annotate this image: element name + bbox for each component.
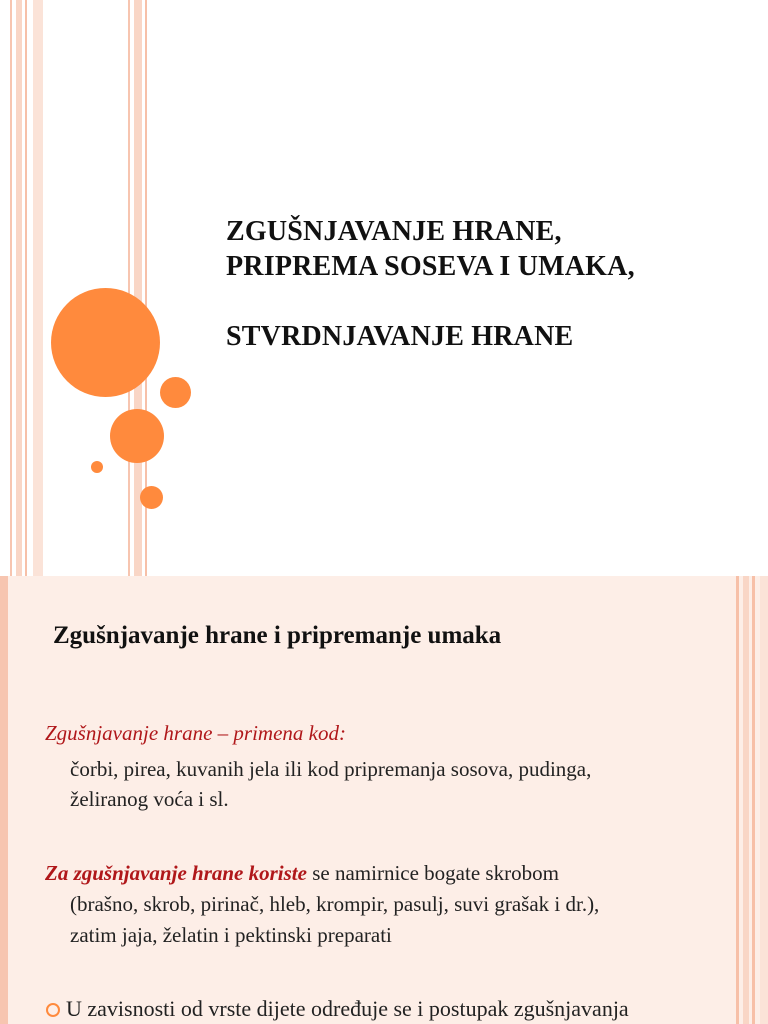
body-line: čorbi, pirea, kuvanih jela ili kod pripremanja sosova, pudinga, (70, 757, 592, 781)
decorative-stripe (0, 576, 8, 1024)
emphasis-text: Zgušnjavanje hrane – primena kod: (45, 721, 346, 745)
title-line-3: STVRDNJAVANJE HRANE (226, 321, 574, 352)
section2-line-3: zatim jaja, želatin i pektinski preparati (70, 923, 392, 947)
section2-line-1 (45, 858, 559, 888)
decorative-stripe (10, 0, 12, 576)
decorative-stripe (25, 0, 27, 576)
bullet-text: U zavisnosti od vrste dijete određuje se i postupak zgušnjavanja (66, 996, 629, 1021)
medium-circle-icon (110, 409, 164, 463)
emphasis-text: Za zgušnjavanje hrane koriste (45, 861, 307, 885)
small-circle-icon (140, 486, 163, 509)
section1-label (45, 718, 346, 748)
bullet-ring-icon (46, 1003, 60, 1017)
section-heading: Zgušnjavanje hrane i pripremanje umaka (53, 622, 502, 649)
section1-body (70, 754, 591, 814)
decorative-stripe (760, 576, 768, 1024)
decorative-stripe (752, 576, 755, 1024)
slide-title (226, 214, 756, 354)
title-line-1: ZGUŠNJAVANJE HRANE, (226, 216, 562, 247)
title-line-2: PRIPREMA SOSEVA I UMAKA, (226, 251, 635, 282)
decorative-stripe (16, 0, 22, 576)
body-text: se namirnice bogate skrobom (306, 861, 559, 885)
section2-line-2: (brašno, skrob, pirinač, hleb, krompir, pasulj, suvi grašak i dr.), (70, 892, 600, 916)
decorative-stripe (33, 0, 43, 576)
body-line: želiranog voća i sl. (70, 787, 229, 811)
small-circle-icon (160, 377, 191, 408)
large-circle-icon (51, 288, 160, 397)
tiny-circle-icon (91, 461, 103, 473)
decorative-stripe (743, 576, 749, 1024)
decorative-stripe (134, 0, 142, 576)
decorative-stripe (736, 576, 739, 1024)
decorative-stripe (128, 0, 130, 576)
